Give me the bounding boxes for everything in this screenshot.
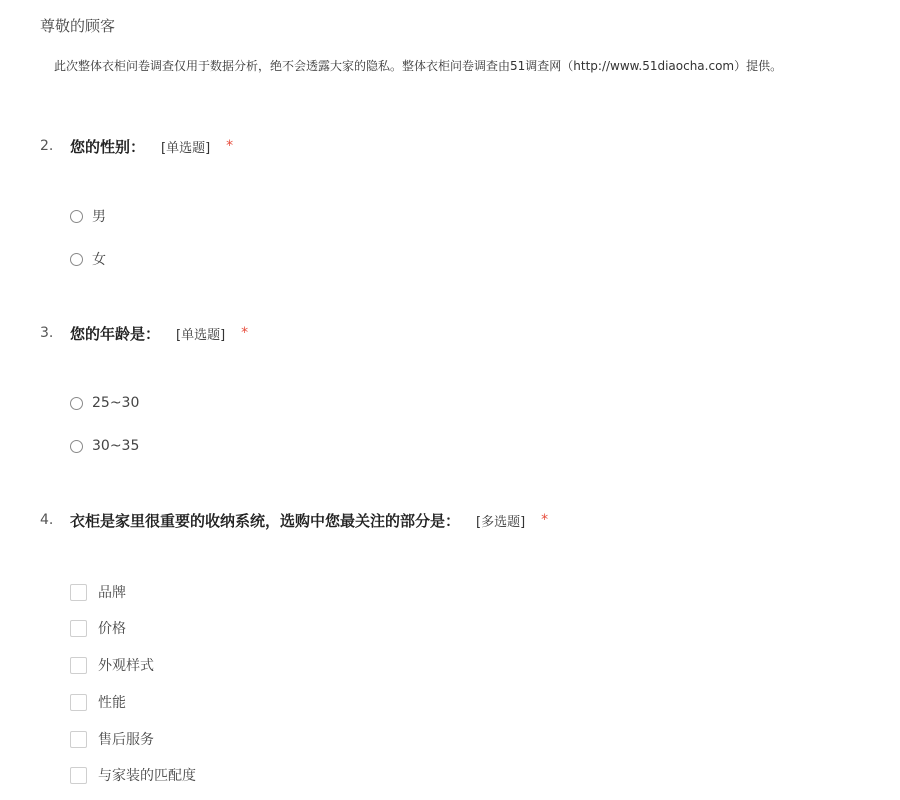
q4-option-after-sales[interactable]	[70, 728, 154, 750]
question-title: 您的年龄是：	[70, 324, 161, 343]
option-label[interactable]: 价格	[98, 621, 126, 637]
survey-intro-text: 此次整体衣柜问卷调查仅用于数据分析，绝不会透露大家的隐私。整体衣柜问卷调查由51调查网（http://www.51diaocha.com）提供。	[54, 59, 783, 73]
q3-option-25-30[interactable]	[70, 392, 139, 414]
checkbox[interactable]	[70, 584, 87, 601]
q4-option-performance[interactable]	[70, 691, 126, 713]
question-2-header	[40, 134, 233, 158]
radio-button[interactable]	[70, 210, 83, 223]
q2-option-male[interactable]	[70, 205, 106, 227]
required-mark: *	[541, 512, 549, 528]
option-label[interactable]: 售后服务	[98, 732, 154, 748]
option-label[interactable]: 30~35	[92, 438, 140, 454]
required-mark: *	[241, 325, 249, 341]
option-label[interactable]: 女	[92, 252, 106, 268]
question-number: 2.	[40, 138, 54, 154]
checkbox[interactable]	[70, 657, 87, 674]
required-mark: *	[226, 138, 234, 154]
q4-option-brand[interactable]	[70, 581, 126, 603]
checkbox[interactable]	[70, 620, 87, 637]
checkbox[interactable]	[70, 767, 87, 784]
radio-button[interactable]	[70, 253, 83, 266]
option-label[interactable]: 外观样式	[98, 658, 154, 674]
radio-button[interactable]	[70, 397, 83, 410]
option-label[interactable]: 品牌	[98, 585, 126, 601]
q4-option-decor-match[interactable]	[70, 764, 196, 786]
q4-option-appearance[interactable]	[70, 654, 154, 676]
option-label[interactable]: 25~30	[92, 395, 140, 411]
q2-option-female[interactable]	[70, 248, 106, 270]
question-type-label: [多选题]	[476, 514, 526, 530]
question-title: 您的性别：	[70, 137, 146, 156]
question-3-header	[40, 321, 248, 345]
checkbox[interactable]	[70, 694, 87, 711]
question-number: 3.	[40, 325, 54, 341]
radio-button[interactable]	[70, 440, 83, 453]
question-title: 衣柜是家里很重要的收纳系统，选购中您最关注的部分是：	[70, 511, 461, 530]
option-label[interactable]: 性能	[98, 695, 126, 711]
question-number: 4.	[40, 512, 54, 528]
survey-greeting: 尊敬的顾客	[40, 17, 116, 35]
question-4-header	[40, 508, 548, 532]
q3-option-30-35[interactable]	[70, 435, 139, 457]
option-label[interactable]: 与家装的匹配度	[98, 768, 196, 784]
checkbox[interactable]	[70, 731, 87, 748]
question-type-label: [单选题]	[161, 140, 211, 156]
option-label[interactable]: 男	[92, 209, 106, 225]
question-type-label: [单选题]	[176, 327, 226, 343]
q4-option-price[interactable]	[70, 617, 126, 639]
